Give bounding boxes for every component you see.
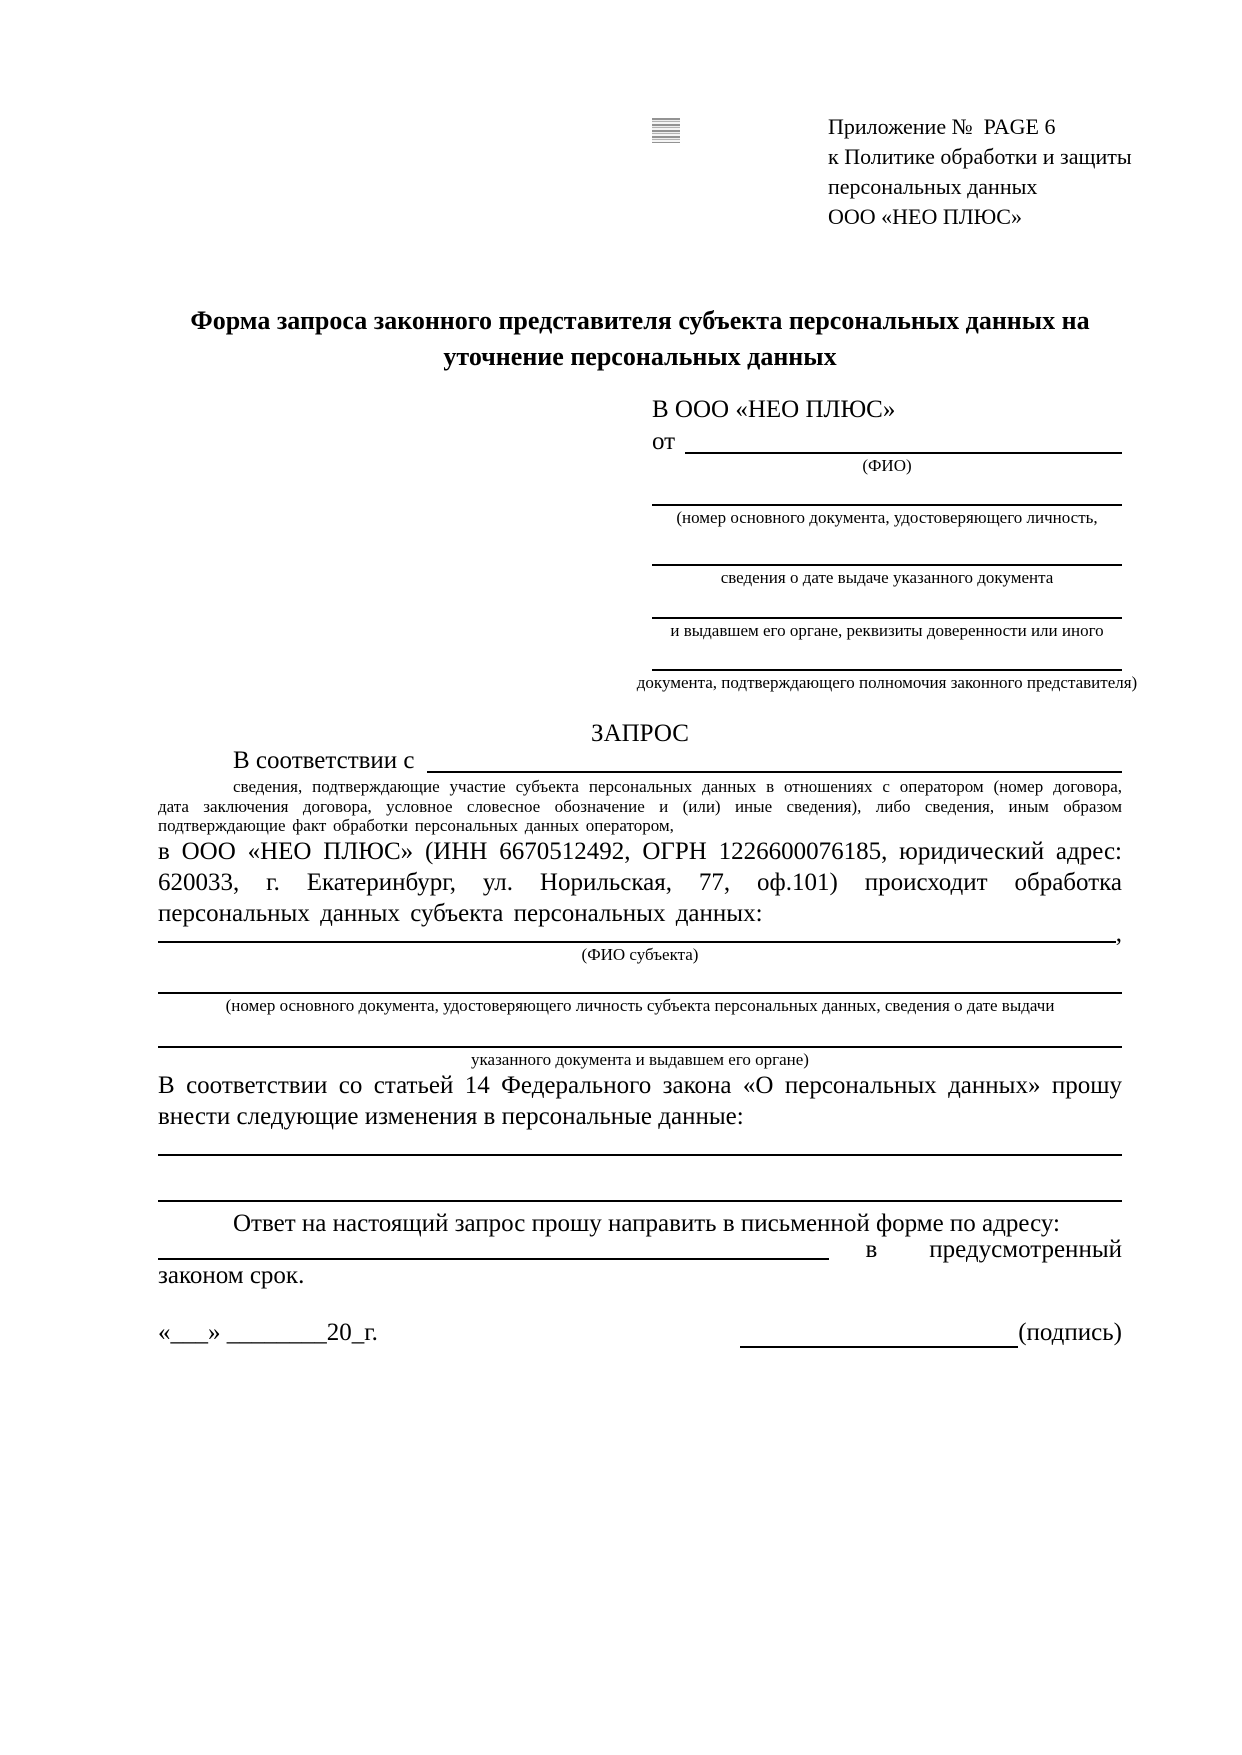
representative-doc-blank-3[interactable] bbox=[652, 590, 1122, 619]
form-title: Форма запроса законного представителя субъекта персональных данных на уточнение персональных данных bbox=[190, 306, 1090, 371]
subject-doc-caption-2: указанного документа и выдавшем его органе) bbox=[471, 1049, 809, 1069]
subject-name-row bbox=[158, 919, 1122, 947]
from-label: от bbox=[652, 428, 676, 455]
representative-doc-caption-1: (номер основного документа, удостоверяющего личность, bbox=[676, 508, 1098, 527]
header-org-name: ООО «НЕО ПЛЮС» bbox=[828, 204, 1022, 229]
reply-paragraph: Ответ на настоящий запрос прошу направить в письменной форме по адресу: bbox=[233, 1209, 1060, 1237]
signature-blank[interactable] bbox=[740, 1324, 1018, 1348]
reply-inline-word: в bbox=[865, 1235, 878, 1263]
representative-doc-caption-2: сведения о дате выдаче указанного документа bbox=[720, 568, 1054, 587]
addressee-org: В ООО «НЕО ПЛЮС» bbox=[652, 396, 896, 423]
fio-caption: (ФИО) bbox=[862, 456, 912, 475]
representative-doc-blank-2[interactable] bbox=[652, 530, 1122, 566]
accordance-fine-print: сведения, подтверждающие участие субъекта персональных данных в отношениях с оператором (номер договора, дата заключения договора, условное словесное обозначение и (или) иные сведения), либо сведения, иным образом подтверждающие факт обработки персональных данных оператором, bbox=[158, 777, 1122, 835]
reply-tail: законом срок. bbox=[158, 1261, 305, 1289]
subject-doc-blank-1[interactable] bbox=[158, 965, 1122, 994]
signature-caption: (подпись) bbox=[1018, 1318, 1122, 1346]
representative-doc-blank-4[interactable] bbox=[652, 643, 1122, 671]
subject-line-comma: , bbox=[1115, 919, 1122, 947]
representative-name-blank[interactable] bbox=[685, 452, 1122, 454]
accordance-blank[interactable] bbox=[427, 771, 1122, 773]
representative-doc-blank-1[interactable] bbox=[652, 476, 1122, 506]
changes-blank-2[interactable] bbox=[158, 1156, 1122, 1202]
article-paragraph: В соответствии со статьей 14 Федерального закона «О персональных данных» прошу внести следующие изменения в персональные данные: bbox=[158, 1071, 1122, 1130]
operator-paragraph: в ООО «НЕО ПЛЮС» (ИНН 6670512492, ОГРН 1226600076185, юридический адрес: 620033, г. Екатеринбург, ул. Норильская, 77, оф.101) происходит обработка персональных данных субъекта персональных данных: bbox=[158, 837, 1122, 927]
document-header bbox=[828, 112, 1158, 232]
field-code-artifact-icon bbox=[652, 118, 680, 143]
accordance-label: В соответствии с bbox=[233, 747, 415, 774]
date-blank[interactable]: «___» ________20_г. bbox=[158, 1318, 378, 1346]
representative-doc-caption-3: и выдавшем его органе, реквизиты доверенности или иного bbox=[670, 621, 1104, 640]
header-policy-line-2: персональных данных bbox=[828, 174, 1038, 199]
from-row bbox=[652, 430, 1122, 454]
header-appendix-line: Приложение № PAGE 6 bbox=[828, 114, 1056, 139]
changes-blank-1[interactable] bbox=[158, 1132, 1122, 1156]
accordance-row bbox=[158, 748, 1122, 773]
subject-doc-caption-1: (номер основного документа, удостоверяющего личность субъекта персональных данных, сведения о дате выдачи bbox=[225, 995, 1055, 1015]
request-body bbox=[158, 720, 1122, 1348]
header-policy-line-1: к Политике обработки и защиты bbox=[828, 144, 1132, 169]
addressee-block bbox=[636, 396, 1138, 693]
subject-name-blank[interactable] bbox=[158, 941, 1116, 943]
reply-address-row bbox=[158, 1235, 1122, 1263]
signature-row bbox=[158, 1318, 1122, 1348]
request-heading: ЗАПРОС bbox=[591, 720, 689, 747]
subject-doc-blank-2[interactable] bbox=[158, 1016, 1122, 1048]
reply-inline-word-2: предусмотренный bbox=[929, 1235, 1122, 1263]
subject-fio-caption: (ФИО субъекта) bbox=[581, 944, 699, 964]
representative-doc-caption-4: документа, подтверждающего полномочия законного представителя) bbox=[636, 673, 1138, 692]
